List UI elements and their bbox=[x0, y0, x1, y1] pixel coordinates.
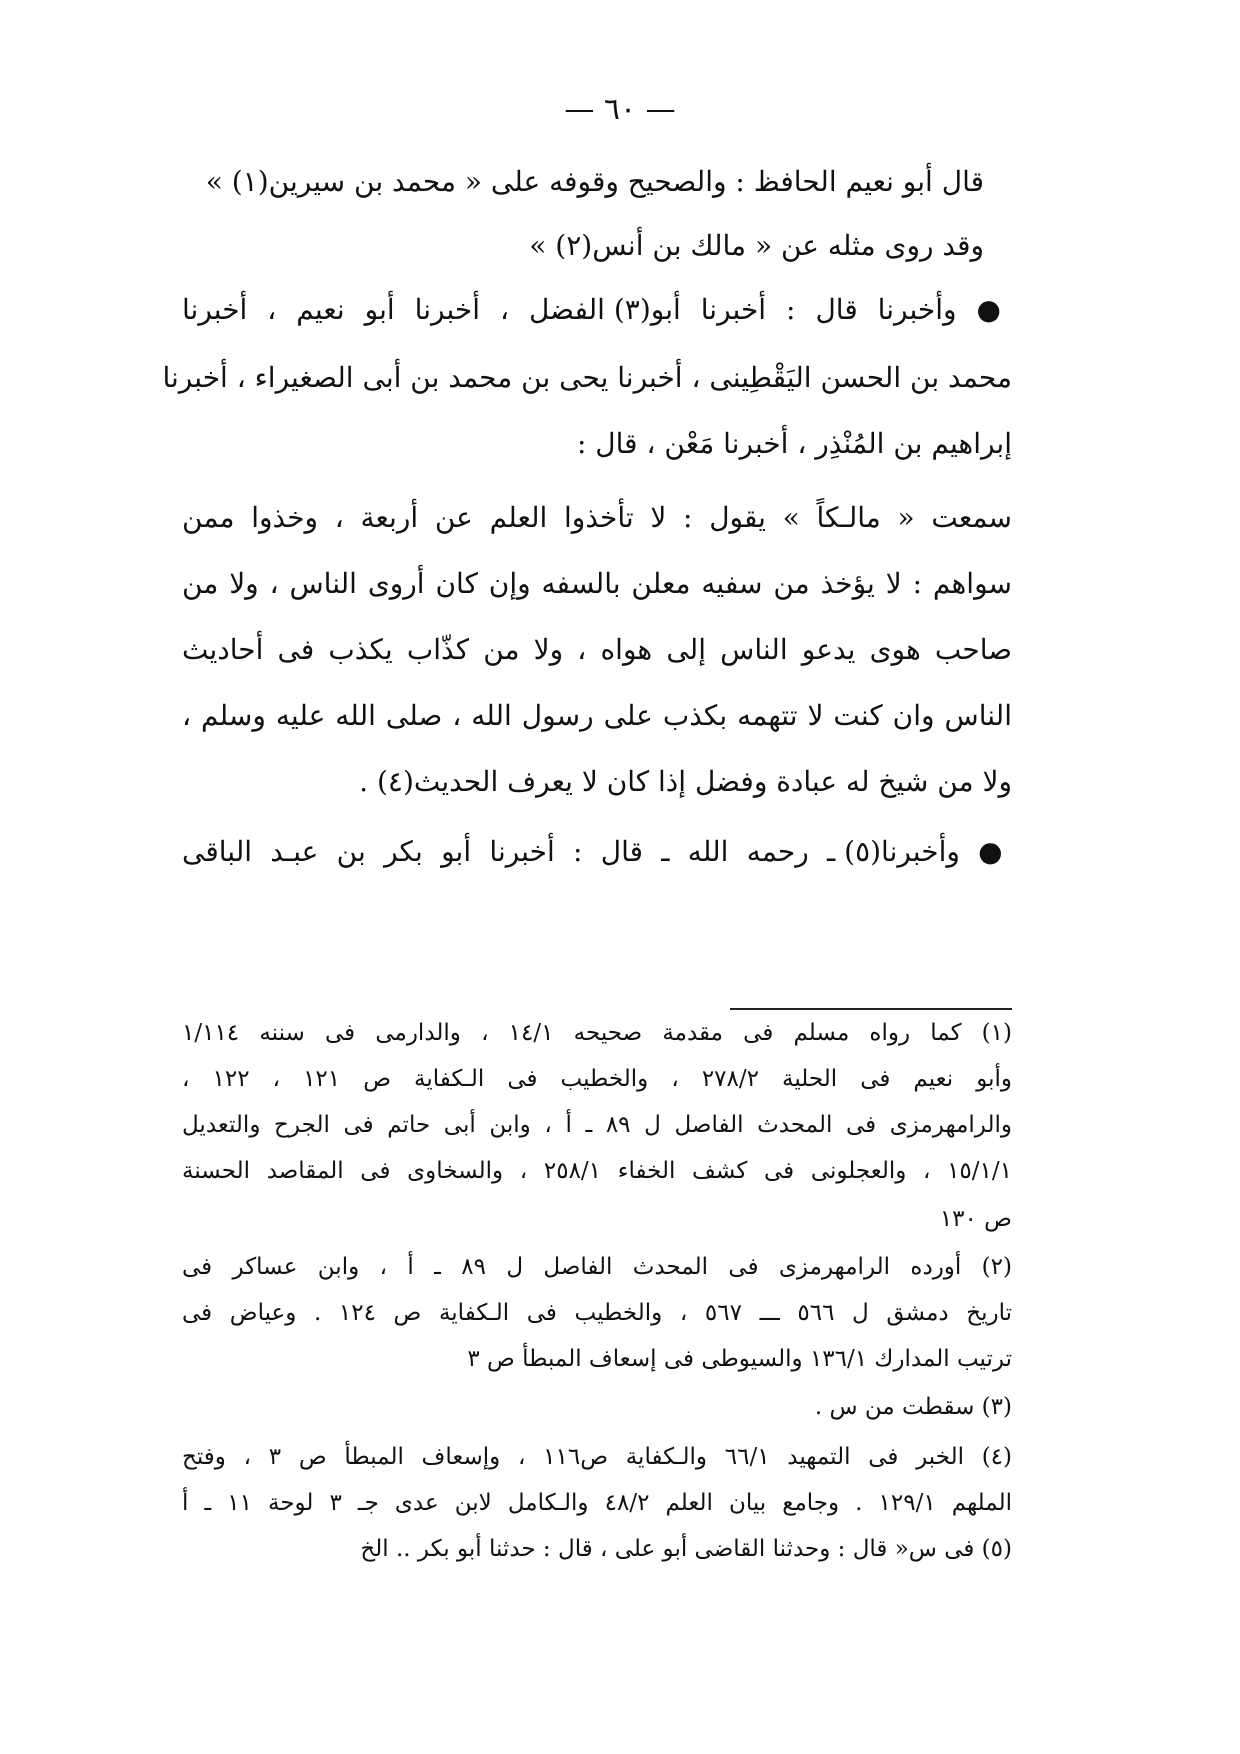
text-line-7: سواهم : لا يؤخذ من سفيه معلن بالسفه وإن كان أروى الناس ، ولا من bbox=[182, 567, 1012, 600]
footnote-1-line-1: (١) كما رواه مسلم فى مقدمة صحيحه ١٤/١ ، والدارمى فى سننه ١/١١٤ bbox=[182, 1020, 1012, 1046]
page-number: — ٦٠ — bbox=[564, 92, 676, 127]
footnote-1-line-5: ص ١٣٠ bbox=[939, 1206, 1012, 1232]
text-line-1: قال أبو نعيم الحافظ : والصحيح وقوفه على « محمد بن سيرين(١) » bbox=[205, 165, 984, 198]
footnote-1-line-4: ١٥/١/١ ، والعجلونى فى كشف الخفاء ٢٥٨/١ ، والسخاوى فى المقاصد الحسنة bbox=[182, 1158, 1012, 1184]
footnote-3-line-1: (٣) سقطت من س . bbox=[814, 1394, 1012, 1420]
text-line-2: وقد روى مثله عن « مالك بن أنس(٢) » bbox=[529, 229, 984, 262]
footnote-divider bbox=[730, 1008, 1012, 1010]
footnote-2-line-2: تاريخ دمشق ل ٥٦٦ ـــ ٥٦٧ ، والخطيب فى الـكفاية ص ١٢٤ . وعياض فى bbox=[182, 1300, 1012, 1326]
footnote-4-line-2: الملهم ١٢٩/١ . وجامع بيان العلم ٤٨/٢ والـكامل لابن عدى جـ ٣ لوحة ١١ ـ أ bbox=[182, 1490, 1012, 1516]
text-line-11: ● وأخبرنا(٥) ـ رحمه الله ـ قال : أخبرنا أبو بكر بن عبـد الباقى bbox=[182, 835, 1012, 868]
text-line-8: صاحب هوى يدعو الناس إلى هواه ، ولا من كذّاب يكذب فى أحاديث bbox=[182, 633, 1012, 666]
text-line-10: ولا من شيخ له عبادة وفضل إذا كان لا يعرف الحديث(٤) . bbox=[359, 765, 1012, 798]
footnote-2-line-3: ترتيب المدارك ١٣٦/١ والسيوطى فى إسعاف المبطأ ص ٣ bbox=[467, 1346, 1012, 1372]
footnote-1-line-3: والرامهرمزى فى المحدث الفاصل ل ٨٩ ـ أ ، وابن أبى حاتم فى الجرح والتعديل bbox=[182, 1112, 1012, 1138]
footnote-1-line-2: وأبو نعيم فى الحلية ٢٧٨/٢ ، والخطيب فى الـكفاية ص ١٢١ ، ١٢٢ ، bbox=[182, 1066, 1013, 1092]
text-line-4: محمد بن الحسن اليَقْطِينى ، أخبرنا يحى بن محمد بن أبى الصغيراء ، أخبرنا bbox=[162, 361, 1012, 394]
text-line-6: سمعت « مالـكاً » يقول : لا تأخذوا العلم عن أربعة ، وخذوا ممن bbox=[182, 501, 1012, 534]
footnote-5-line-1: (٥) فى س« قال : وحدثنا القاضى أبو على ، قال : حدثنا أبو بكر .. الخ bbox=[360, 1536, 1012, 1562]
text-line-3: ● وأخبرنا قال : أخبرنا أبو(٣) الفضل ، أخبرنا أبو نعيم ، أخبرنا bbox=[182, 293, 1012, 326]
text-line-9: الناس وان كنت لا تتهمه بكذب على رسول الله ، صلى الله عليه وسلم ، bbox=[182, 699, 1012, 732]
text-line-5: إبراهيم بن المُنْذِر ، أخبرنا مَعْن ، قال : bbox=[576, 427, 1012, 460]
footnote-4-line-1: (٤) الخبر فى التمهيد ٦٦/١ والـكفاية ص١١٦ ، وإسعاف المبطأ ص ٣ ، وفتح bbox=[182, 1444, 1013, 1470]
footnote-2-line-1: (٢) أورده الرامهرمزى فى المحدث الفاصل ل ٨٩ ـ أ ، وابن عساكر فى bbox=[182, 1254, 1012, 1280]
